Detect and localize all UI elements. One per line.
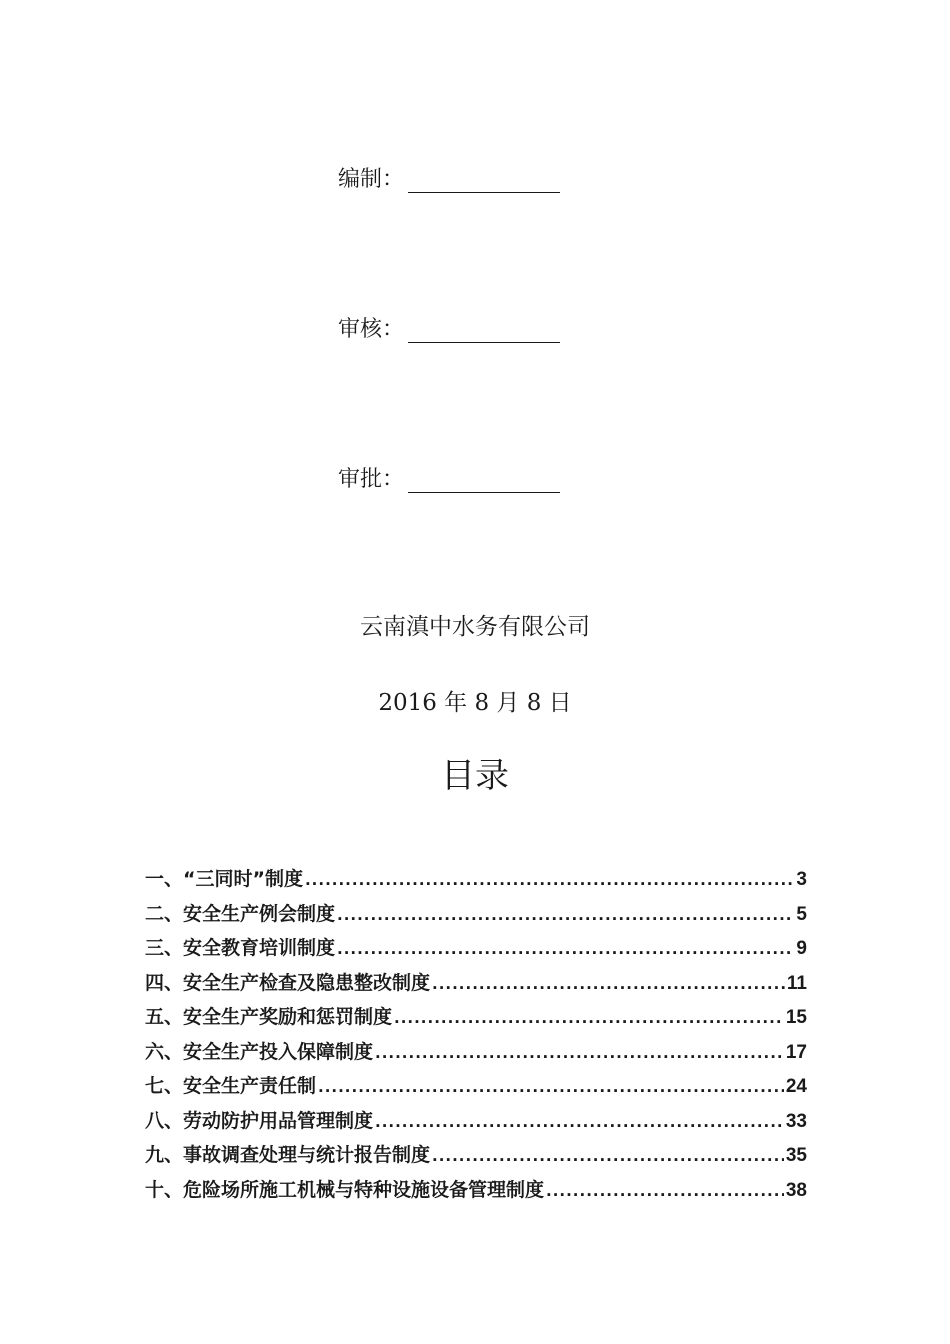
signature-review-label: 审核： <box>338 317 405 342</box>
signature-approve-line[interactable] <box>408 468 560 493</box>
toc-entry-page: 38 <box>785 1179 807 1201</box>
toc-entry-label: 三、安全教育培训制度 <box>145 937 336 959</box>
toc-entry-label: 九、事故调查处理与统计报告制度 <box>145 1144 431 1166</box>
toc-entry-page: 5 <box>796 903 807 925</box>
toc-entry[interactable] <box>145 968 807 1003</box>
toc-leader-dots <box>305 871 794 889</box>
toc-entry-page: 9 <box>796 938 807 959</box>
signature-compile-label: 编制： <box>338 167 405 192</box>
toc-entry-label: 一、“三同时”制度 <box>145 868 303 890</box>
signature-approve-label: 审批： <box>338 467 405 492</box>
signature-approve-row <box>338 462 560 493</box>
toc-entry-page: 11 <box>786 972 807 994</box>
toc-title: 目录 <box>441 756 509 796</box>
toc-entry-label: 四、安全生产检查及隐患整改制度 <box>145 971 431 994</box>
toc-entry-label: 五、安全生产奖励和惩罚制度 <box>145 1006 393 1028</box>
signature-compile-line[interactable] <box>408 168 560 193</box>
toc-leader-dots <box>337 906 794 924</box>
table-of-contents <box>145 864 807 1209</box>
toc-entry-page: 24 <box>785 1076 807 1097</box>
toc-entry[interactable] <box>145 1002 807 1037</box>
toc-entry[interactable] <box>145 1037 807 1072</box>
toc-entry-page: 35 <box>785 1145 807 1166</box>
toc-leader-dots <box>432 1147 784 1165</box>
toc-entry-page: 17 <box>785 1041 807 1063</box>
toc-entry-label: 二、安全生产例会制度 <box>145 902 336 925</box>
toc-entry[interactable] <box>145 1071 807 1106</box>
toc-entry-page: 15 <box>785 1007 807 1028</box>
toc-entry-label: 七、安全生产责任制 <box>145 1075 317 1097</box>
company-name: 云南滇中水务有限公司 <box>360 614 590 640</box>
toc-entry[interactable] <box>145 864 807 899</box>
toc-entry[interactable] <box>145 1140 807 1175</box>
signature-review-row <box>338 312 560 343</box>
toc-entry[interactable] <box>145 1106 807 1141</box>
toc-leader-dots <box>375 1044 784 1062</box>
toc-entry-label: 六、安全生产投入保障制度 <box>145 1040 374 1063</box>
toc-entry[interactable] <box>145 933 807 968</box>
toc-entry-label: 八、劳动防护用品管理制度 <box>145 1109 374 1132</box>
toc-entry[interactable] <box>145 1175 807 1210</box>
toc-entry-page: 3 <box>796 869 807 890</box>
toc-leader-dots <box>394 1009 784 1027</box>
toc-leader-dots <box>318 1078 784 1096</box>
document-date: 2016 年 8 月 8 日 <box>378 690 572 716</box>
toc-leader-dots <box>375 1113 784 1131</box>
signature-review-line[interactable] <box>408 318 560 343</box>
toc-leader-dots <box>546 1182 784 1200</box>
toc-entry[interactable] <box>145 899 807 934</box>
signature-compile-row <box>338 162 560 193</box>
toc-leader-dots <box>337 940 794 958</box>
toc-entry-label: 十、危险场所施工机械与特种设施设备管理制度 <box>145 1178 545 1201</box>
toc-leader-dots <box>432 975 785 993</box>
toc-entry-page: 33 <box>785 1110 807 1132</box>
